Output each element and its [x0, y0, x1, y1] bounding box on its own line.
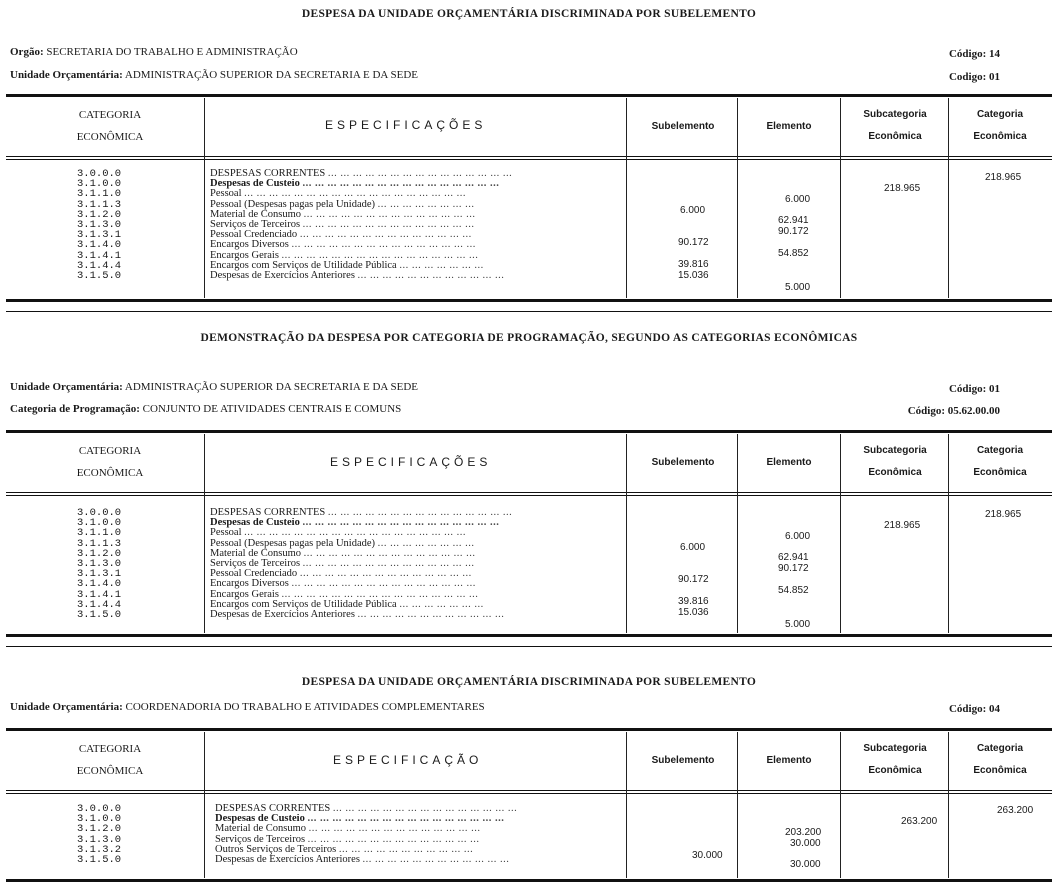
table2-header-rule	[6, 492, 1052, 496]
col-subcategoria-header: Subcategoria Econômica	[863, 445, 927, 478]
row-despesas-correntes: DESPESAS CORRENTES ... ... ... ... ... ... ... ... ... ... ... ... ... ... ...	[210, 508, 513, 518]
col-elemento-header: Elemento	[766, 121, 812, 132]
el-value: 6.000	[785, 194, 811, 205]
col-subcategoria-header: Subcategoria Econômica	[863, 109, 927, 142]
col-especificacoes-header: ESPECIFICAÇÕES	[325, 118, 487, 132]
table2-descriptions	[210, 508, 620, 620]
row-servicos-terceiros: Serviços de Terceiros ... ... ... ... ... ... ... ... ... ... ... ... ... ...	[215, 834, 480, 845]
col-especificacoes-header: ESPECIFICAÇÕES	[330, 455, 492, 469]
section1-unit-code: Codigo: 01	[948, 71, 1000, 83]
table2-divider	[948, 434, 949, 633]
unit-label: Unidade Orçamentária:	[10, 69, 123, 81]
categ-value: 218.965	[985, 509, 1022, 520]
col-categoria-economica-header: Categoria Econômica	[973, 445, 1027, 478]
col-categoria-header: CATEGORIA ECONÔMICA	[76, 445, 144, 479]
sub-value: 6.000	[680, 542, 706, 553]
table1-divider	[737, 98, 738, 298]
table2-top-rule	[6, 430, 1052, 433]
col-categoria-header: CATEGORIA ECONÔMICA	[76, 109, 144, 143]
table3-divider	[840, 732, 841, 878]
col-elemento-header: Elemento	[766, 457, 812, 468]
section-separator	[6, 646, 1052, 647]
section2-programacao-code: Código: 05.62.00.00	[907, 405, 1000, 417]
table1-divider	[948, 98, 949, 298]
col-elemento-header: Elemento	[766, 755, 812, 766]
row-pessoal: Pessoal ... ... ... ... ... ... ... ... ... ... ... ... ... ... ... ... ... ...	[210, 189, 466, 200]
subcat-value: 218.965	[884, 183, 921, 194]
table3-top-rule	[6, 728, 1052, 731]
row-servicos-terceiros: Serviços de Terceiros ... ... ... ... ... ... ... ... ... ... ... ... ... ...	[210, 559, 475, 570]
col-categoria-economica-header: Categoria Econômica	[973, 743, 1027, 776]
el-value: 5.000	[785, 619, 811, 630]
section3-unit-code: Código: 04	[948, 703, 1000, 715]
subcat-value: 218.965	[884, 520, 921, 531]
section3-title: DESPESA DA UNIDADE ORÇAMENTÁRIA DISCRIMINADA POR SUBELEMENTO	[301, 676, 757, 688]
el-value: 62.941	[778, 552, 809, 563]
sub-value: 39.816	[678, 259, 709, 270]
sub-value: 30.000	[692, 850, 723, 861]
table2-divider	[626, 434, 627, 633]
table3-bottom-rule	[6, 879, 1052, 882]
table1-bottom-rule	[6, 299, 1052, 302]
row-pessoal-credenciado: Pessoal Credenciado ... ... ... ... ... ... ... ... ... ... ... ... ... ...	[210, 569, 472, 580]
table2-divider	[737, 434, 738, 633]
unit-value: ADMINISTRAÇÃO SUPERIOR DA SECRETARIA E DA SEDE	[124, 69, 418, 81]
table3-divider	[948, 732, 949, 878]
sub-value: 39.816	[678, 596, 709, 607]
sub-value: 15.036	[678, 270, 709, 281]
section3-unit-line: Unidade Orçamentária: COORDENADORIA DO TRABALHO E ATIVIDADES COMPLEMENTARES	[10, 701, 485, 713]
table2-codes: 3.0.0.0 3.1.0.0 3.1.1.0 3.1.1.3 3.1.2.0 3.1.3.0 3.1.3.1 3.1.4.0 3.1.4.1 3.1.4.4 3.1.5.0	[77, 507, 122, 622]
row-encargos-diversos: Encargos Diversos ... ... ... ... ... ... ... ... ... ... ... ... ... ... ...	[210, 240, 476, 251]
section1-org-code: Código: 14	[948, 48, 1000, 60]
el-value: 62.941	[778, 215, 809, 226]
section2-title: DEMONSTRAÇÃO DA DESPESA POR CATEGORIA DE PROGRAMAÇÃO, SEGUNDO AS CATEGORIAS ECONÔMICAS	[200, 332, 858, 344]
el-value: 90.172	[778, 226, 809, 237]
table1-divider	[204, 98, 205, 298]
el-value: 203.200	[785, 827, 822, 838]
sub-value: 6.000	[680, 205, 706, 216]
section2-unit-line: Unidade Orçamentária: ADMINISTRAÇÃO SUPERIOR DA SECRETARIA E DA SEDE	[10, 381, 418, 393]
col-subelemento-header: Subelemento	[651, 755, 715, 766]
row-servicos-terceiros: Serviços de Terceiros ... ... ... ... ... ... ... ... ... ... ... ... ... ...	[210, 220, 475, 231]
table3-header-rule	[6, 790, 1052, 794]
table3-descriptions	[215, 804, 625, 865]
row-despesas-custeio: Despesas de Custeio ... ... ... ... ... ... ... ... ... ... ... ... ... ... ... ...	[215, 814, 505, 825]
table2-divider	[204, 434, 205, 633]
row-despesas-custeio: Despesas de Custeio ... ... ... ... ... ... ... ... ... ... ... ... ... ... ... ...	[210, 179, 500, 190]
table1-divider	[840, 98, 841, 298]
categ-value: 218.965	[985, 172, 1022, 183]
el-value: 54.852	[778, 248, 809, 259]
row-exercicios-anteriores: Despesas de Exercícios Anteriores ... ... ... ... ... ... ... ... ... ... ... ...	[215, 855, 510, 866]
row-material-consumo: Material de Consumo ... ... ... ... ... ... ... ... ... ... ... ... ... ...	[215, 824, 481, 835]
section1-org-line	[10, 46, 298, 58]
col-subelemento-header: Subelemento	[651, 457, 715, 468]
row-exercicios-anteriores: Despesas de Exercícios Anteriores ... ... ... ... ... ... ... ... ... ... ... ...	[210, 610, 505, 621]
row-despesas-custeio: Despesas de Custeio ... ... ... ... ... ... ... ... ... ... ... ... ... ... ... ...	[210, 518, 500, 529]
el-value: 30.000	[790, 859, 821, 870]
row-despesas-correntes: DESPESAS CORRENTES ... ... ... ... ... ... ... ... ... ... ... ... ... ... ...	[210, 169, 513, 179]
table3-codes: 3.0.0.0 3.1.0.0 3.1.2.0 3.1.3.0 3.1.3.2 3.1.5.0	[77, 803, 122, 867]
section2-unit-code: Código: 01	[948, 383, 1000, 395]
table3-divider	[626, 732, 627, 878]
table1-codes: 3.0.0.0 3.1.0.0 3.1.1.0 3.1.1.3 3.1.2.0 3.1.3.0 3.1.3.1 3.1.4.0 3.1.4.1 3.1.4.4 3.1.5.0	[77, 168, 122, 283]
table1-descriptions	[210, 169, 620, 281]
col-categoria-economica-header: Categoria Econômica	[973, 109, 1027, 142]
table3-divider	[737, 732, 738, 878]
table1-divider	[626, 98, 627, 298]
row-pessoal-unidade: Pessoal (Despesas pagas pela Unidade) ... ... ... ... ... ... ... ...	[210, 538, 475, 549]
categ-value: 263.200	[997, 805, 1034, 816]
org-value: SECRETARIA DO TRABALHO E ADMINISTRAÇÃO	[46, 46, 298, 58]
table2-bottom-rule	[6, 634, 1052, 637]
row-encargos-utilidade: Encargos com Serviços de Utilidade Pública ... ... ... ... ... ... ...	[210, 260, 484, 271]
table1-top-rule	[6, 94, 1052, 97]
col-subelemento-header: Subelemento	[651, 121, 715, 132]
col-especificacao-header: ESPECIFICAÇÃO	[333, 753, 483, 767]
el-value: 5.000	[785, 282, 811, 293]
row-material-consumo: Material de Consumo ... ... ... ... ... ... ... ... ... ... ... ... ... ...	[210, 209, 476, 220]
row-outros-servicos: Outros Serviços de Terceiros ... ... ... ... ... ... ... ... ... ... ...	[215, 844, 474, 855]
row-material-consumo: Material de Consumo ... ... ... ... ... ... ... ... ... ... ... ... ... ...	[210, 548, 476, 559]
row-despesas-correntes: DESPESAS CORRENTES ... ... ... ... ... ... ... ... ... ... ... ... ... ... ...	[215, 804, 518, 814]
row-encargos-diversos: Encargos Diversos ... ... ... ... ... ... ... ... ... ... ... ... ... ... ...	[210, 579, 476, 590]
table3-divider	[204, 732, 205, 878]
row-pessoal-unidade: Pessoal (Despesas pagas pela Unidade) ... ... ... ... ... ... ... ...	[210, 199, 475, 210]
section2-programacao-line: Categoria de Programação: CONJUNTO DE ATIVIDADES CENTRAIS E COMUNS	[10, 403, 402, 415]
el-value: 30.000	[790, 838, 821, 849]
row-encargos-gerais: Encargos Gerais ... ... ... ... ... ... ... ... ... ... ... ... ... ... ... ...	[210, 589, 479, 600]
col-subcategoria-header: Subcategoria Econômica	[863, 743, 927, 776]
table1-header-rule	[6, 156, 1052, 160]
subcat-value: 263.200	[901, 816, 938, 827]
row-encargos-gerais: Encargos Gerais ... ... ... ... ... ... ... ... ... ... ... ... ... ... ... ...	[210, 250, 479, 261]
el-value: 54.852	[778, 585, 809, 596]
section1-title: DESPESA DA UNIDADE ORÇAMENTÁRIA DISCRIMINADA POR SUBELEMENTO	[301, 8, 757, 20]
el-value: 6.000	[785, 531, 811, 542]
col-categoria-header: CATEGORIA ECONÔMICA	[76, 743, 144, 777]
row-encargos-utilidade: Encargos com Serviços de Utilidade Pública ... ... ... ... ... ... ...	[210, 599, 484, 610]
sub-value: 90.172	[678, 237, 709, 248]
section-separator	[6, 311, 1052, 312]
row-pessoal-credenciado: Pessoal Credenciado ... ... ... ... ... ... ... ... ... ... ... ... ... ...	[210, 230, 472, 241]
org-label: Orgão:	[10, 46, 44, 58]
sub-value: 15.036	[678, 607, 709, 618]
el-value: 90.172	[778, 563, 809, 574]
row-exercicios-anteriores: Despesas de Exercícios Anteriores ... ... ... ... ... ... ... ... ... ... ... ...	[210, 271, 505, 282]
table2-divider	[840, 434, 841, 633]
sub-value: 90.172	[678, 574, 709, 585]
row-pessoal: Pessoal ... ... ... ... ... ... ... ... ... ... ... ... ... ... ... ... ... ...	[210, 528, 466, 539]
section1-unit-line	[10, 69, 418, 81]
